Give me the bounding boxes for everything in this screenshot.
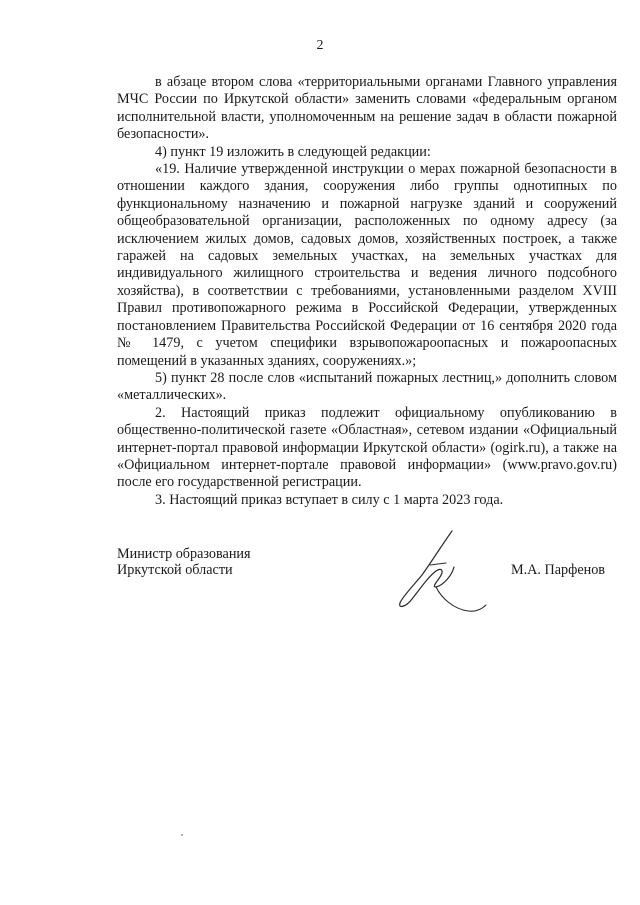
- document-body: [117, 74, 617, 509]
- paragraph-item-5: 5) пункт 28 после слов «испытаний пожарных лестниц,» дополнить словом «металлических».: [117, 369, 617, 404]
- paragraph-effective-date: 3. Настоящий приказ вступает в силу с 1 марта 2023 года.: [155, 491, 504, 508]
- page-number: 2: [316, 38, 324, 53]
- handwritten-signature: [392, 527, 502, 617]
- signature-block: [117, 547, 617, 617]
- paragraph-amendment-wording: в абзаце втором слова «территориальными органами Главного управления МЧС России по Иркутской области» заменить словами «федеральным органом исполнительной власти, уполномоченным на решение задач в области пожарной безопасности».: [117, 74, 617, 143]
- paragraph-item-19-text: «19. Наличие утвержденной инструкции о мерах пожарной безопасности в отношении каждого здания, сооружения либо группы однотипных по функциональному назначению и пожарной нагрузке зданий и сооружений общеобразовательной организации, расположенных по одному адресу (за исключением жилых домов, садовых домов, хозяйственных построек, а также гаражей на садовых земельных участках, на земельных участках для индивидуального жилищного строительства и ведения личного подсобного хозяйства), в соответствии с требованиями, установленными разделом XVIII Правил противопожарного режима в Российской Федерации, утвержденных постановлением Правительства Российской Федерации от 16 сентября 2020 года № 1479, с учетом специфики взрывопожароопасных и пожароопасных помещений в указанных зданиях, сооружениях.»;: [117, 161, 617, 369]
- signer-position-line-1: Министр образования: [117, 546, 251, 562]
- paragraph-item-4: 4) пункт 19 изложить в следующей редакции:: [155, 143, 431, 160]
- paragraph-publication: 2. Настоящий приказ подлежит официальному опубликованию в общественно-политической газете «Областная», сетевом издании «Официальный интернет-портал правовой информации Иркутской области» (ogirk.ru), а также на «Официальном интернет-портале правовой информации» (www.pravo.gov.ru) после его государственной регистрации.: [117, 404, 617, 491]
- scan-speck: [181, 834, 183, 836]
- signer-name: М.А. Парфенов: [510, 562, 605, 578]
- signer-position-line-2: Иркутской области: [117, 561, 233, 578]
